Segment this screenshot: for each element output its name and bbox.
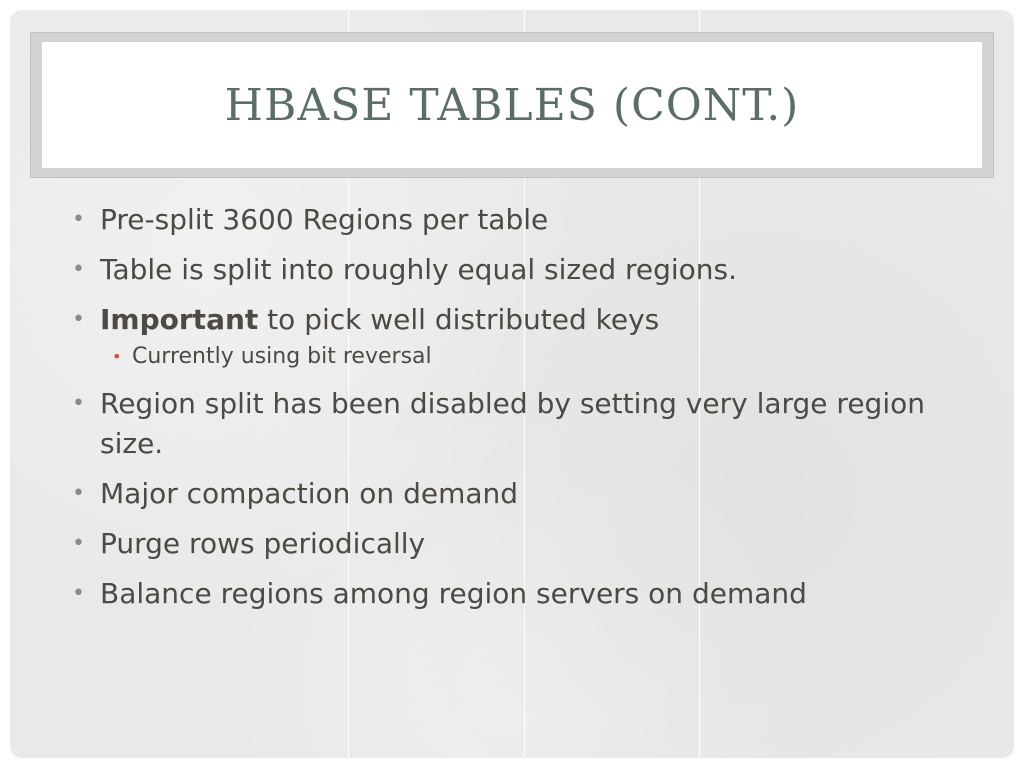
bullet-dot-icon: • — [72, 581, 85, 606]
title-box — [42, 42, 982, 168]
slide-title: HBASE TABLES (CONT.) — [224, 79, 800, 131]
bullet-item — [72, 300, 972, 340]
bullet-text: Table is split into roughly equal sized regions. — [100, 253, 738, 286]
bullet-text: Balance regions among region servers on demand — [100, 577, 807, 610]
bullet-list — [72, 200, 972, 614]
title-frame — [30, 32, 994, 178]
slide — [10, 10, 1014, 758]
bullet-dot-icon: • — [72, 257, 85, 282]
bullet-text: Pre-split 3600 Regions per table — [100, 203, 549, 236]
bullet-text: Purge rows periodically — [100, 527, 426, 560]
bullet-text: Major compaction on demand — [100, 477, 519, 510]
bullet-text: Region split has been disabled by setting very large region size. — [100, 387, 925, 460]
bullet-item — [72, 200, 972, 240]
bullet-dot-icon: • — [72, 207, 85, 232]
bullet-item — [72, 524, 972, 564]
bullet-content — [72, 200, 972, 624]
sub-bullet-dot-icon: • — [112, 347, 122, 366]
bullet-bold-text: Important — [100, 303, 259, 336]
bullet-item — [72, 384, 972, 464]
bullet-dot-icon: • — [72, 481, 85, 506]
sub-bullet-item — [72, 342, 972, 372]
bullet-text: to pick well distributed keys — [258, 303, 660, 336]
bullet-dot-icon: • — [72, 531, 85, 556]
bullet-dot-icon: • — [72, 391, 85, 416]
bullet-item — [72, 574, 972, 614]
sub-bullet-text: Currently using bit reversal — [132, 344, 432, 369]
bullet-dot-icon: • — [72, 307, 85, 332]
bullet-item — [72, 250, 972, 290]
bullet-item — [72, 474, 972, 514]
